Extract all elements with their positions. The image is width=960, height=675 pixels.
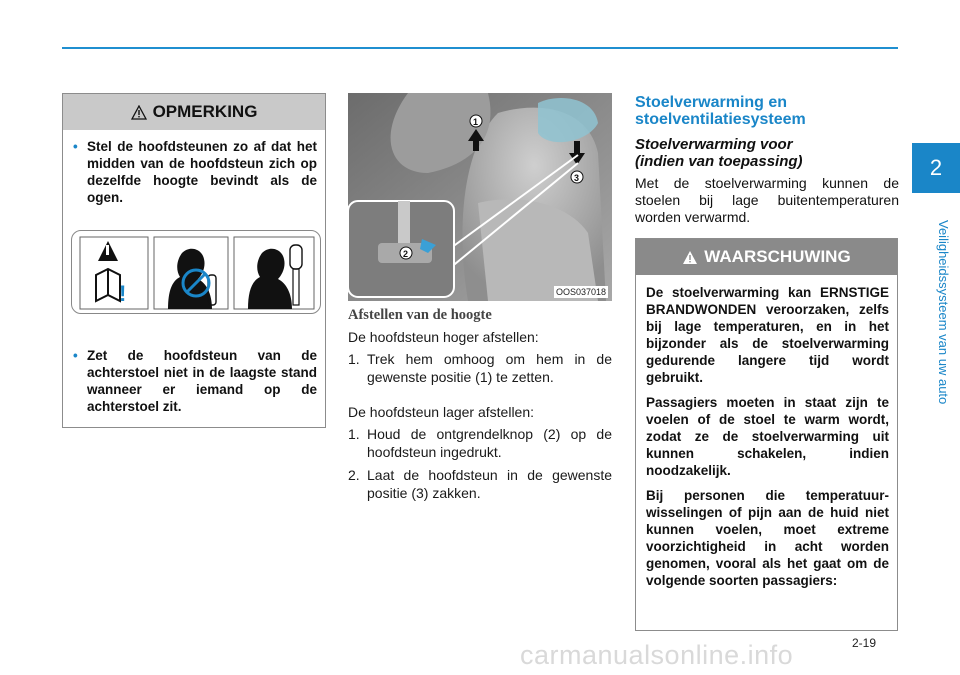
heating-subheading: Stoelverwarming voor (indien van toepassing) — [635, 136, 803, 170]
chapter-tab[interactable] — [912, 143, 960, 193]
bullet-icon: • — [73, 348, 78, 363]
adjust-section — [348, 306, 612, 502]
chapter-number: 2 — [929, 155, 943, 180]
warning-title: WAARSCHUWING — [704, 247, 851, 266]
svg-text:2: 2 — [403, 249, 409, 259]
image-code: OOS037018 — [555, 287, 606, 297]
note-box — [62, 93, 326, 428]
warning-paragraph: Bij personen die temperatuur-wisselingen of pijn aan de huid niet kunnen voelen, moet extreme voorzichtigheid in acht worden genomen, vooral als het gaat om de volgende soorten passagiers: — [646, 488, 889, 588]
lower-step: 2. Laat de hoofdsteun in de gewenste positie (3) zakken. — [348, 467, 612, 501]
warning-triangle-icon — [682, 250, 698, 265]
note-title: OPMERKING — [152, 102, 258, 121]
svg-text:1: 1 — [473, 117, 479, 127]
svg-text:!: ! — [119, 281, 127, 306]
headrest-position-icon — [72, 231, 322, 315]
adjust-heading: Afstellen van de hoogte — [348, 307, 492, 323]
watermark: carmanualsonline.info — [520, 640, 794, 670]
rear-seat-headrest-image — [348, 93, 612, 301]
raise-step: 1. Trek hem omhoog om hem in de gewenste positie (1) te zetten. — [348, 351, 612, 385]
note-header — [63, 94, 325, 130]
chapter-title: Veiligheidssysteem van uw auto — [936, 220, 951, 405]
bullet-icon: • — [73, 139, 78, 154]
lower-intro: De hoofdsteun lager afstellen: — [348, 404, 535, 420]
warning-header — [636, 239, 897, 275]
note-item: • Zet de hoofdsteun van de achterstoel niet in de laagste stand wanneer er iemand op de achterstoel zit. — [73, 348, 317, 414]
page-number: 2-19 — [852, 636, 877, 650]
headrest-photo — [348, 93, 612, 301]
note-item: • Stel de hoofdsteunen zo af dat het midden van de hoofdsteun zich op dezelfde hoogte bevindt als de ogen. — [73, 139, 317, 205]
lower-step: 1. Houd de ontgrendelknop (2) op de hoofdsteun ingedrukt. — [348, 426, 612, 460]
heating-heading: Stoelverwarming en stoelventilatiesysteem — [635, 94, 806, 128]
headrest-illustration — [71, 230, 321, 314]
svg-text:3: 3 — [574, 173, 580, 183]
warning-paragraph: De stoelverwarming kan ERNSTIGE BRANDWONDEN veroorzaken, zelfs bij lage temperaturen, en in het bijzonder als de stoelverwarming gedurende langere tijd wordt gebruikt. — [646, 285, 889, 385]
top-rule — [62, 47, 898, 49]
warning-paragraph: Passagiers moeten in staat zijn te voelen of de stoel te warm wordt, zodat ze de stoelverwarming uit kunnen schakelen, indien noodzakelijk. — [646, 395, 889, 478]
warning-triangle-icon — [131, 105, 147, 120]
raise-intro: De hoofdsteun hoger afstellen: — [348, 329, 539, 345]
heating-body: Met de stoelverwarming kunnen de stoelen bij lage buitentemperaturen worden verwarmd. — [635, 175, 899, 225]
warning-box — [635, 238, 898, 631]
